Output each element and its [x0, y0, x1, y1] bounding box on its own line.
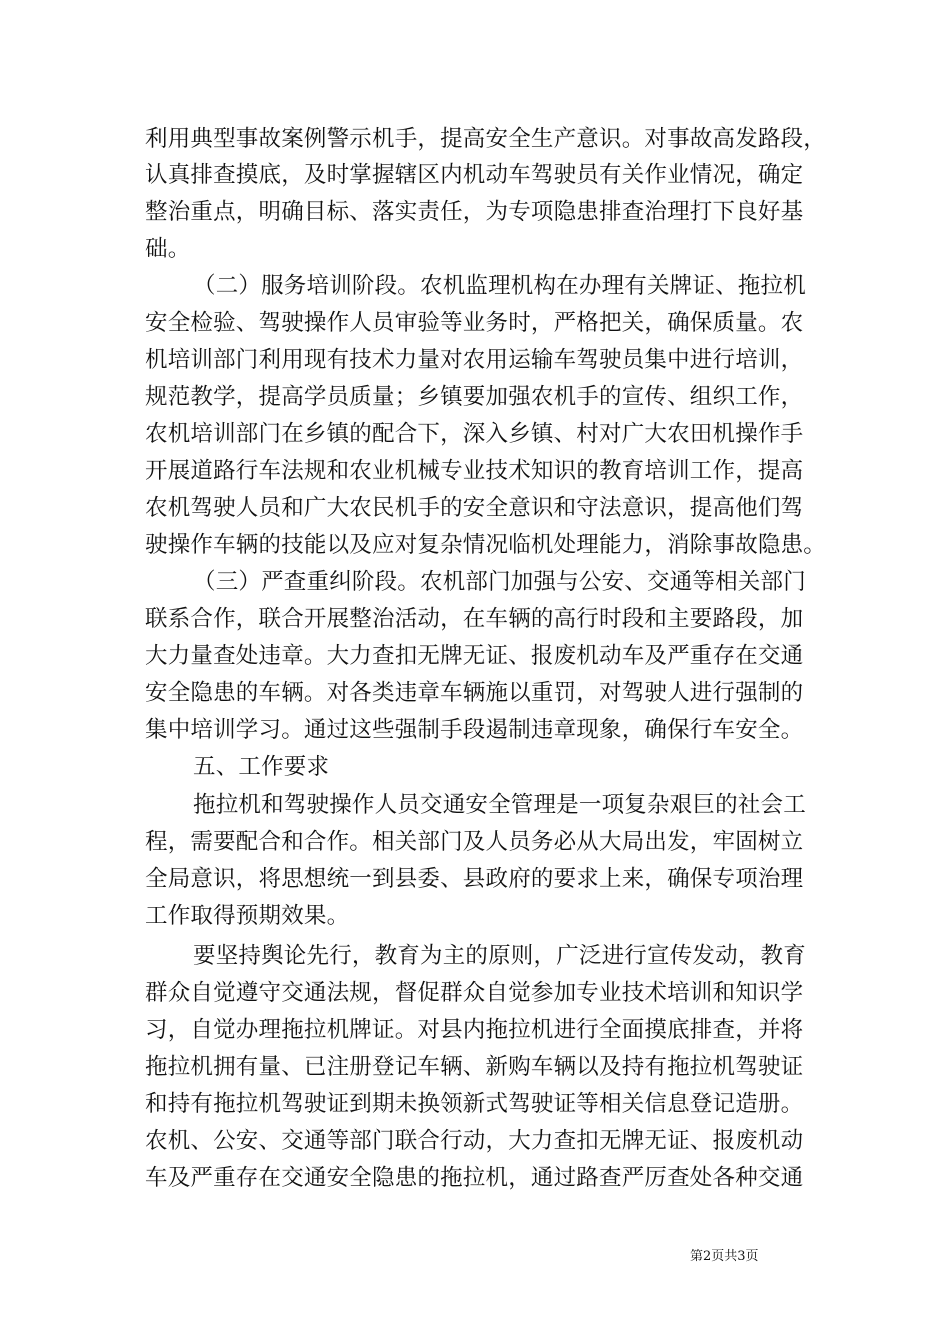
text-line: 全局意识，将思想统一到县委、县政府的要求上来，确保专项治理	[145, 866, 804, 892]
text-line: 程，需要配合和合作。相关部门及人员务必从大局出发，牢固树立	[145, 829, 804, 855]
text-line: 础。	[145, 236, 191, 262]
section-heading: 五、工作要求	[193, 754, 330, 780]
text-line: 农机驾驶人员和广大农民机手的安全意识和守法意识，提高他们驾	[145, 495, 804, 521]
text-line: 驶操作车辆的技能以及应对复杂情况临机处理能力，消除事故隐患。	[145, 532, 827, 558]
text-line: 拖拉机和驾驶操作人员交通安全管理是一项复杂艰巨的社会工	[193, 792, 806, 818]
text-line: 和持有拖拉机驾驶证到期未换领新式驾驶证等相关信息登记造册。	[145, 1091, 804, 1117]
text-line: 安全隐患的车辆。对各类违章车辆施以重罚，对驾驶人进行强制的	[145, 680, 804, 706]
text-line: 机培训部门利用现有技术力量对农用运输车驾驶员集中进行培训，	[145, 347, 804, 373]
text-line: 认真排查摸底，及时掌握辖区内机动车驾驶员有关作业情况，确定	[145, 162, 804, 188]
text-line: 群众自觉遵守交通法规，督促群众自觉参加专业技术培训和知识学	[145, 980, 804, 1006]
text-line: 安全检验、驾驶操作人员审验等业务时，严格把关，确保质量。农	[145, 310, 804, 336]
text-line: 利用典型事故案例警示机手，提高安全生产意识。对事故高发路段，	[145, 126, 827, 152]
text-line: 规范教学，提高学员质量；乡镇要加强农机手的宣传、组织工作，	[145, 384, 804, 410]
text-line: 车及严重存在交通安全隐患的拖拉机，通过路查严厉查处各种交通	[145, 1165, 804, 1191]
text-line: 工作取得预期效果。	[145, 903, 350, 929]
text-line: 农机、公安、交通等部门联合行动，大力查扣无牌无证、报废机动	[145, 1128, 804, 1154]
text-line: 整治重点，明确目标、落实责任，为专项隐患排查治理打下良好基	[145, 199, 804, 225]
text-line: 要坚持舆论先行，教育为主的原则，广泛进行宣传发动，教育	[193, 943, 806, 969]
text-line: 习，自觉办理拖拉机牌证。对县内拖拉机进行全面摸底排查，并将	[145, 1017, 804, 1043]
page-number: 第2页共3页	[690, 1249, 759, 1264]
text-line: （三）严查重纠阶段。农机部门加强与公安、交通等相关部门	[193, 569, 806, 595]
text-line: （二）服务培训阶段。农机监理机构在办理有关牌证、拖拉机	[193, 273, 806, 299]
text-line: 开展道路行车法规和农业机械专业技术知识的教育培训工作，提高	[145, 458, 804, 484]
text-line: 大力量查处违章。大力查扣无牌无证、报废机动车及严重存在交通	[145, 643, 804, 669]
text-line: 集中培训学习。通过这些强制手段遏制违章现象，确保行车安全。	[145, 717, 804, 743]
text-line: 农机培训部门在乡镇的配合下，深入乡镇、村对广大农田机操作手	[145, 421, 804, 447]
text-line: 拖拉机拥有量、已注册登记车辆、新购车辆以及持有拖拉机驾驶证	[145, 1054, 804, 1080]
text-line: 联系合作，联合开展整治活动，在车辆的高行时段和主要路段，加	[145, 606, 804, 632]
